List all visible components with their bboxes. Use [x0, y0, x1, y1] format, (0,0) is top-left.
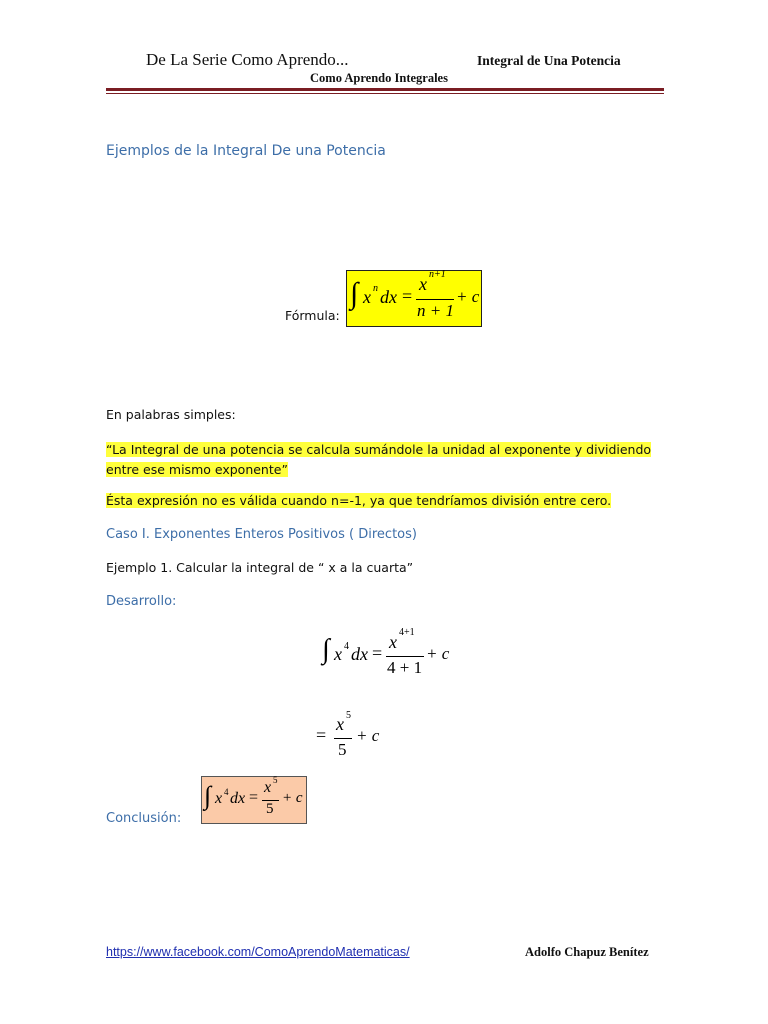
simple-words-intro: En palabras simples:: [106, 407, 236, 422]
subtitle: Como Aprendo Integrales: [310, 71, 448, 85]
formula-base: x: [363, 287, 371, 307]
conclusion-box: [201, 776, 307, 824]
header-rule-thin: [106, 93, 664, 94]
series-title: De La Serie Como Aprendo...: [146, 50, 349, 69]
step2-denominator: 5: [338, 740, 347, 759]
formula-fraction-bar: [416, 299, 454, 300]
formula-denominator: n + 1: [417, 301, 454, 320]
step1-fraction-bar: [386, 656, 424, 657]
conclusion-equals: =: [249, 789, 259, 806]
conclusion-denominator: 5: [266, 801, 274, 817]
step1-num-exp: 4+1: [399, 627, 415, 638]
formula-num-base: x: [419, 274, 427, 294]
step1-dx: dx: [351, 644, 368, 664]
conclusion-num-exp: 5: [273, 775, 278, 785]
formula-label: Fórmula:: [285, 308, 340, 323]
formula-equals: =: [402, 286, 413, 306]
step2-equals: =: [316, 725, 327, 745]
facebook-link[interactable]: https://www.facebook.com/ComoAprendoMatematicas/: [106, 945, 410, 959]
author-name: Adolfo Chapuz Benítez: [525, 945, 649, 959]
step1-num-base: x: [389, 632, 397, 652]
formula-plus-c: + c: [456, 287, 480, 306]
integral-sign: ∫: [350, 277, 359, 310]
conclusion-label: Conclusión:: [106, 811, 182, 826]
step2-num-exp: 5: [346, 710, 351, 721]
development-label: Desarrollo:: [106, 594, 177, 609]
validity-note-text: Ésta expresión no es válida cuando n=-1, ya que tendríamos división entre cero.: [106, 493, 612, 508]
formula-exponent: n: [373, 283, 378, 294]
conclusion-base: x: [215, 790, 223, 807]
quote-block: [106, 440, 666, 480]
quote-line-2: entre ese mismo exponente”: [106, 462, 288, 477]
step1-equation: [322, 628, 462, 684]
step2-num-base: x: [336, 714, 344, 734]
header-rule-thick: [106, 88, 664, 91]
validity-note: [106, 493, 611, 508]
step2-fraction-bar: [334, 738, 352, 739]
step1-integral-sign: ∫: [322, 634, 330, 665]
conclusion-dx: dx: [230, 790, 246, 807]
step2-equation: [316, 710, 396, 762]
formula-box: [346, 270, 482, 327]
case1-title: Caso I. Exponentes Enteros Positivos ( Directos): [106, 527, 417, 542]
quote-line-1: “La Integral de una potencia se calcula sumándole la unidad al exponente y dividiendo: [106, 442, 652, 457]
formula-num-exp: n+1: [429, 269, 446, 280]
conclusion-num-base: x: [264, 779, 272, 796]
step1-base: x: [334, 644, 342, 664]
conclusion-integral-sign: ∫: [204, 781, 212, 810]
step1-equals: =: [372, 643, 383, 663]
formula-dx: dx: [380, 287, 397, 307]
step2-plus-c: + c: [356, 726, 380, 745]
step1-exponent: 4: [344, 641, 349, 652]
conclusion-plus-c: + c: [282, 790, 303, 806]
section-title: Ejemplos de la Integral De una Potencia: [106, 143, 386, 159]
topic-title: Integral de Una Potencia: [477, 53, 621, 68]
step1-plus-c: + c: [426, 644, 450, 663]
example1-text: Ejemplo 1. Calcular la integral de “ x a la cuarta”: [106, 560, 414, 575]
step1-denominator: 4 + 1: [387, 658, 423, 677]
conclusion-exponent: 4: [224, 787, 229, 797]
